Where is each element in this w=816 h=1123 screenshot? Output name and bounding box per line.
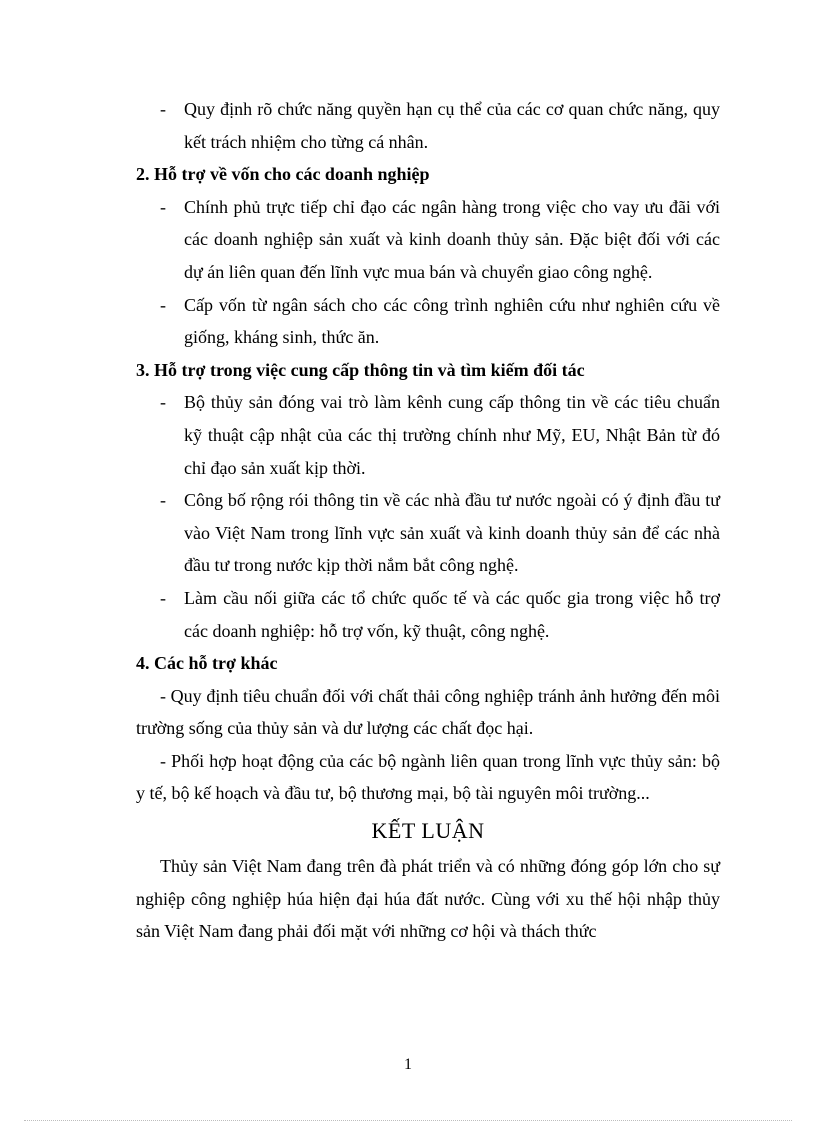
page-bottom-divider	[24, 1120, 792, 1121]
conclusion-title: KẾT LUẬN	[371, 818, 485, 844]
bullet-dash: -	[160, 294, 166, 315]
list-item	[136, 484, 720, 582]
bullet-text: Bộ thủy sản đóng vai trò làm kênh cung cấp thông tin về các tiêu chuẩn kỹ thuật cập nhật của các thị trường chính như Mỹ, EU, Nhật Bản từ đó chỉ đạo sản xuất kịp thời.	[184, 392, 720, 478]
conclusion-paragraph: Thủy sản Việt Nam đang trên đà phát triển và có những đóng góp lớn cho sự nghiệp công nghiệp húa hiện đại húa đất nước. Cùng với xu thế hội nhập thủy sản Việt Nam đang phải đối mặt với những cơ hội và thách thức	[136, 856, 720, 942]
section-heading: 3. Hỗ trợ trong việc cung cấp thông tin và tìm kiếm đối tác	[136, 359, 585, 380]
section-heading: 4. Các hỗ trợ khác	[136, 653, 278, 674]
bullet-text: Công bố rộng rói thông tin về các nhà đầu tư nước ngoài có ý định đầu tư vào Việt Nam trong lĩnh vực sản xuất và kinh doanh thủy sản để các nhà đầu tư trong nước kịp thời nắm bắt công nghệ.	[184, 490, 720, 576]
bullet-text: Cấp vốn từ ngân sách cho các công trình nghiên cứu như nghiên cứu về giống, kháng sinh, thức ăn.	[184, 294, 720, 348]
list-item	[136, 289, 720, 354]
bullet-text: Chính phủ trực tiếp chỉ đạo các ngân hàng trong việc cho vay ưu đãi với các doanh nghiệp sản xuất và kinh doanh thủy sản. Đặc biệt đối với các dự án liên quan đến lĩnh vực mua bán và chuyển giao công nghệ.	[184, 196, 720, 282]
list-item	[136, 582, 720, 647]
bullet-text: Làm cầu nối giữa các tổ chức quốc tế và các quốc gia trong việc hỗ trợ các doanh nghiệp: hỗ trợ vốn, kỹ thuật, công nghệ.	[184, 587, 720, 641]
page-number: 1	[404, 1056, 412, 1073]
list-item	[136, 386, 720, 484]
section-heading: 2. Hỗ trợ về vốn cho các doanh nghiệp	[136, 164, 430, 185]
bullet-text: Quy định rõ chức năng quyền hạn cụ thể của các cơ quan chức năng, quy kết trách nhiệm cho từng cá nhân.	[184, 99, 720, 152]
list-item	[136, 191, 720, 289]
paragraph: - Phối hợp hoạt động của các bộ ngành liên quan trong lĩnh vực thủy sản: bộ y tế, bộ kế hoạch và đầu tư, bộ thương mại, bộ tài nguyên môi trường...	[136, 750, 720, 804]
bullet-dash: -	[160, 392, 166, 413]
bullet-dash: -	[160, 196, 166, 217]
list-item	[136, 93, 720, 158]
bullet-dash: -	[160, 490, 166, 511]
bullet-dash: -	[160, 99, 166, 119]
paragraph: - Quy định tiêu chuẩn đối với chất thải công nghiệp tránh ảnh hưởng đến môi trường sống của thủy sản và dư lượng các chất đọc hại.	[136, 685, 720, 739]
bullet-dash: -	[160, 587, 166, 608]
document-body	[136, 93, 720, 948]
